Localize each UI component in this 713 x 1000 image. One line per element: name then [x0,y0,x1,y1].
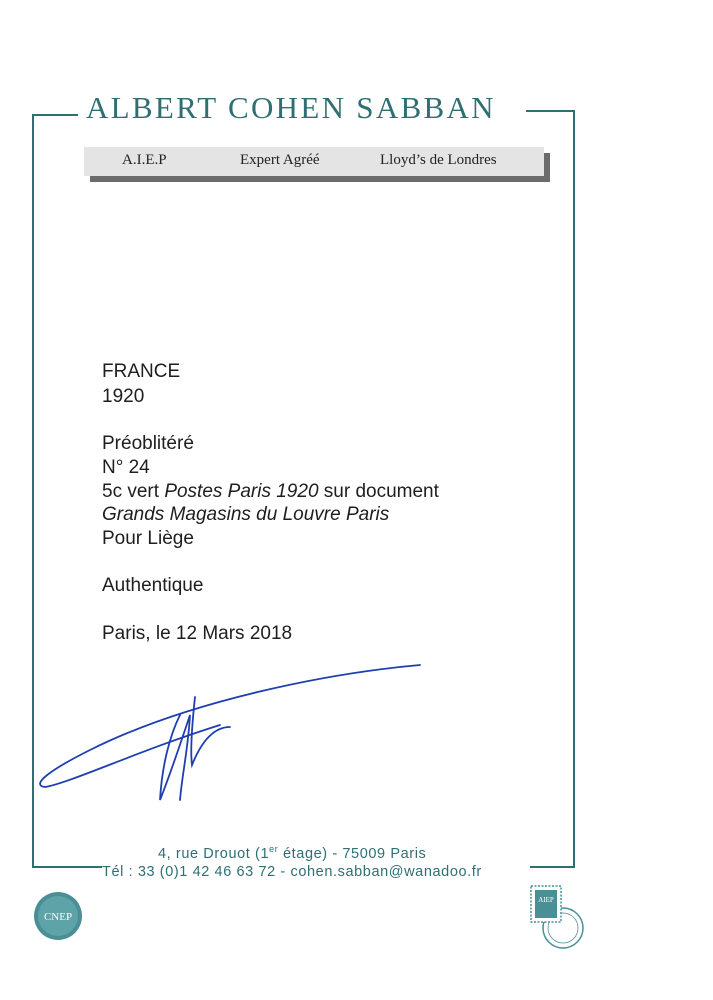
cnep-logo [32,890,84,942]
document-name-text: Grands Magasins du Louvre Paris [102,504,390,525]
credential-lloyds: Lloyd’s de Londres [380,152,497,168]
destination: Pour Liège [102,528,194,549]
address-sup: er [269,844,279,854]
desc-suffix: sur document [318,481,439,502]
frame-bottom-right [530,866,574,868]
credential-expert: Expert Agréé [240,152,320,168]
credential-aiep: A.I.E.P [122,152,167,168]
aiep-logo [525,880,587,950]
expert-name: ALBERT COHEN SABBAN [86,90,496,125]
stamp-description [102,480,439,503]
country: FRANCE [102,361,181,382]
verdict: Authentique [102,575,204,596]
place-date: Paris, le 12 Mars 2018 [102,623,293,644]
frame-bottom-left [32,866,102,868]
frame-right [573,110,575,868]
address [158,844,426,862]
desc-prefix: 5c vert [102,481,165,502]
address-pre: 4, rue Drouot (1 [158,845,270,862]
contact-line: Tél : 33 (0)1 42 46 63 72 - cohen.sabban@wanadoo.fr [102,864,482,880]
stamp-number: N° 24 [102,457,150,478]
category: Préoblitéré [102,433,194,454]
document-name [102,503,389,526]
address-post: étage) - 75009 Paris [278,845,427,862]
svg-text:AIEP: AIEP [538,896,554,904]
svg-text:CNEP: CNEP [43,911,73,923]
desc-italic: Postes Paris 1920 [164,481,319,502]
credentials-bar [84,147,544,176]
frame-top-right [526,110,574,112]
year: 1920 [102,386,145,407]
signature [30,655,430,810]
frame-top-left [32,114,78,116]
